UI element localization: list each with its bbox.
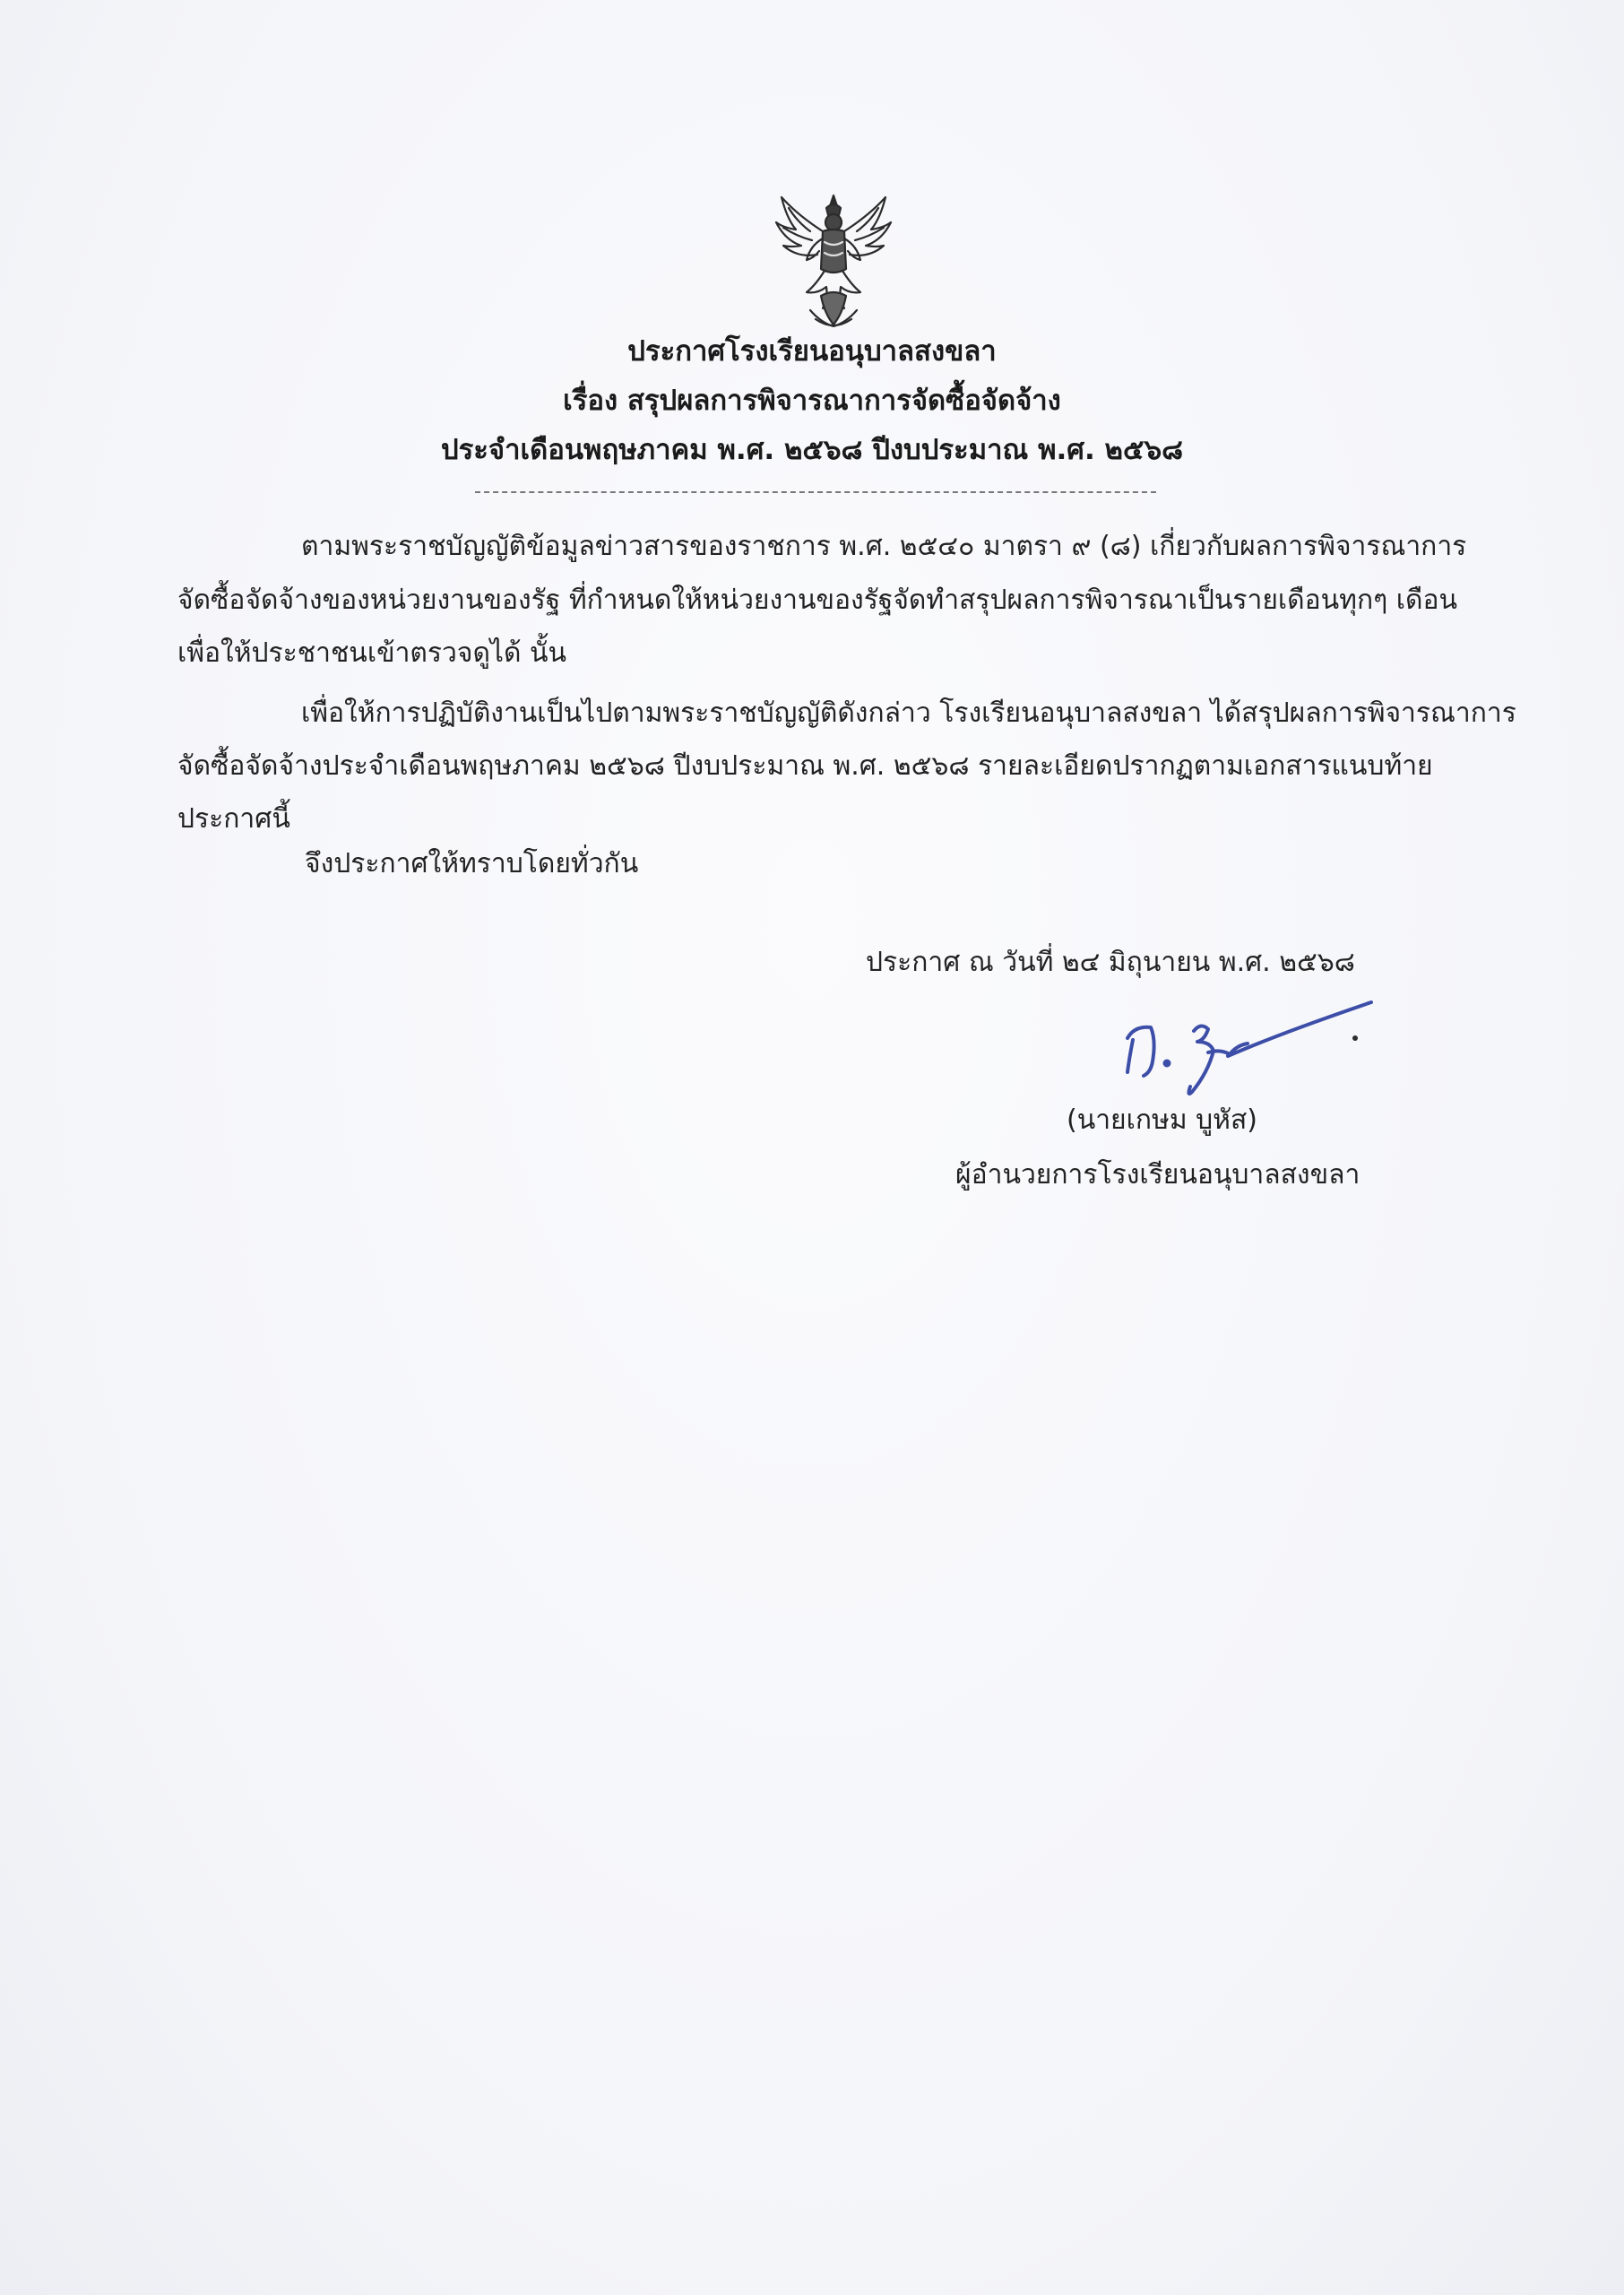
paragraph-1-line-1: ตามพระราชบัญญัติข้อมูลข่าวสารของราชการ พ.ศ. ๒๕๔๐ มาตรา ๙ (๘) เกี่ยวกับผลการพิจารณาการ	[301, 531, 1467, 562]
signatory-position: ผู้อำนวยการโรงเรียนอนุบาลสงขลา	[955, 1159, 1361, 1191]
paragraph-2-line-1: เพื่อให้การปฏิบัติงานเป็นไปตามพระราชบัญญัติดังกล่าว โรงเรียนอนุบาลสงขลา ได้สรุปผลการพิจารณาการ	[301, 697, 1516, 729]
paragraph-1-line-3: เพื่อให้ประชาชนเข้าตรวจดูได้ นั้น	[177, 637, 567, 669]
closing-sentence: จึงประกาศให้ทราบโดยทั่วกัน	[305, 848, 639, 879]
signatory-name: (นายเกษม บูหัส)	[1067, 1104, 1257, 1136]
dashed-divider	[475, 491, 1156, 493]
announcement-date: ประกาศ ณ วันที่ ๒๔ มิถุนายน พ.ศ. ๒๕๖๘	[866, 947, 1355, 978]
paragraph-2-line-2: จัดซื้อจัดจ้างประจำเดือนพฤษภาคม ๒๕๖๘ ปีงบประมาณ พ.ศ. ๒๕๖๘ รายละเอียดปรากฏตามเอกสารแนบท้าย	[177, 750, 1433, 782]
announcement-title: ประกาศโรงเรียนอนุบาลสงขลา	[627, 335, 997, 368]
announcement-subject: เรื่อง สรุปผลการพิจารณาการจัดซื้อจัดจ้าง	[563, 385, 1061, 417]
handwritten-signature-icon	[1102, 986, 1389, 1112]
paragraph-2-line-3: ประกาศนี้	[177, 803, 290, 835]
announcement-period: ประจำเดือนพฤษภาคม พ.ศ. ๒๕๖๘ ปีงบประมาณ พ.ศ. ๒๕๖๘	[440, 434, 1184, 466]
paragraph-1-line-2: จัดซื้อจัดจ้างของหน่วยงานของรัฐ ที่กำหนดให้หน่วยงานของรัฐจัดทำสรุปผลการพิจารณาเป็นรายเดือนทุกๆ เดือน	[177, 585, 1458, 616]
garuda-emblem-icon	[771, 188, 896, 332]
